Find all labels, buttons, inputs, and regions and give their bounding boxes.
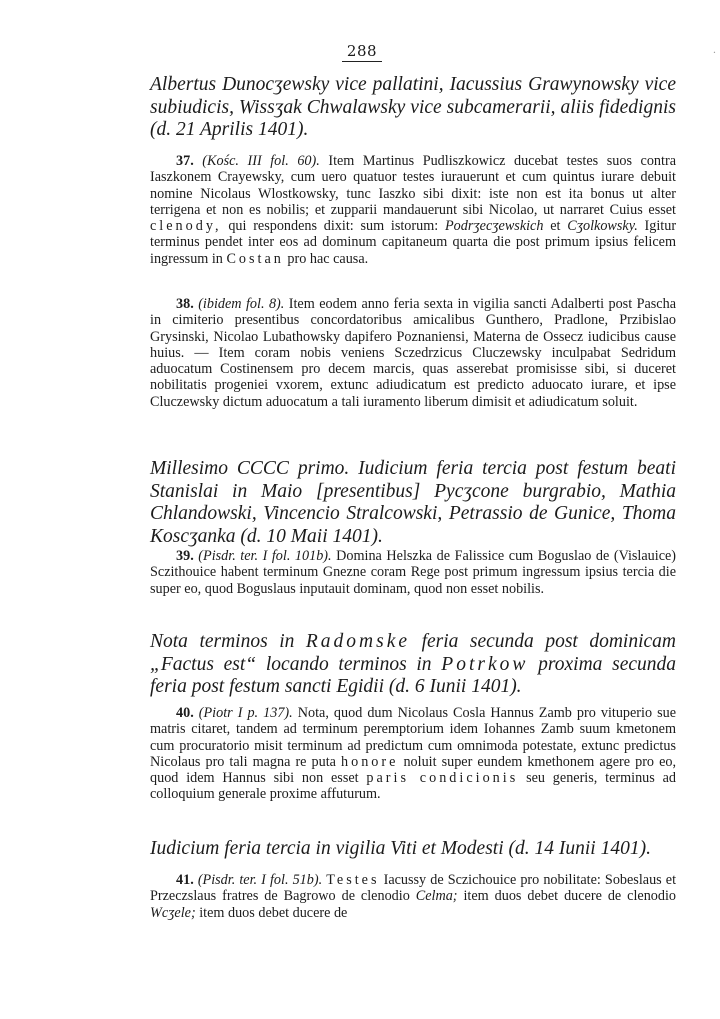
entry-source: (Pisdr. ter. I fol. 51b). — [197, 872, 323, 888]
entry-paragraph — [150, 296, 676, 410]
entry-text: et — [550, 218, 561, 235]
entry-number: 37. — [176, 153, 194, 169]
entry-paragraph — [150, 548, 676, 597]
entry-text: Item eodem anno feria sexta in vigilia sancti Adalberti post Pascha in cimiterio presentibus concordatoribus amicalibus Gunthero, Pradlone, Przibislao Grysinski, Nicolao Lubathowsky dapifero Poznaniensi, Materna de Ossecz iudicibus cause huius. — Item coram nobis veniens Sczedrzicus Cluczewsky inculpabat Sedridum aduocatum Costinensem pro decem marcis, quas asserebat promisisse sibi, si duceret nobilitatis progeniei vxorem, extunc adiudicatum est predicto aduocato iurare, et ipse Cluczewsky dictum aduocatum a tali iuramento liberum dimisit et adiudicatum soluit. — [150, 296, 676, 410]
entry-italic-text: Wcʒele; — [150, 904, 196, 921]
heading-part: feria secunda post dominicam „Factus est“ locando terminos in — [150, 631, 676, 675]
heading-text: Millesimo CCCC primo. Iudicium feria tercia post festum beati Stanislai in Maio [presentibus] Pycʒcone burgrabio, Mathia Chlandowski, Vincencio Stralcowski, Petrassio de Gunice, Thoma Koscʒanka (d. 10 Maii 1401). — [150, 458, 676, 547]
heading-text: Albertus Dunocʒewsky vice pallatini, Iacussius Grawynowsky vice subiudicis, Wissʒak Chwalawsky vice subcamerarii, aliis fidedignis (d. 21 Aprilis 1401). — [150, 74, 676, 140]
page-number-rule — [342, 61, 382, 62]
entry-spaced-text: Testes — [326, 872, 380, 888]
entry-italic-text: Podrʒecʒewskich — [444, 218, 544, 235]
scan-mark: · — [712, 48, 716, 59]
entry-italic-text: Celma; — [415, 888, 458, 905]
page-number: 288 — [346, 42, 378, 60]
entry-text: Igitur terminus pendet inter eos ad dominum capitaneum quarta die post primum ipsius felicem ingressum in — [150, 218, 677, 267]
entry-text: Iacussy de Sczichouice pro nobilitate: Sobeslaus et Przeczslaus fratres de Bagrowo de clenodio — [150, 872, 677, 905]
entry-text: Nota, quod dum Nicolaus Cosla Hannus Zamb pro vituperio sue matris citaret, tandem ad terminum peremptorium idem Iohannes Zamb suum kmetonem cum procuratorio misit terminum ad predictum cum omnimoda potestate, extunc predictus Nicolaus pro tali magna re puta — [150, 705, 677, 770]
entry-text: pro hac causa. — [287, 250, 369, 267]
entry-spaced-text: paris condicionis — [366, 770, 519, 787]
section-heading-4 — [150, 838, 676, 861]
entry-text: item duos debet ducere de clenodio — [463, 888, 677, 905]
entry-paragraph — [150, 153, 676, 267]
section-heading-1 — [150, 74, 676, 142]
entry-text: noluit super eundem kmethonem agere pro eo, quod idem Hannus sibi non esset — [150, 753, 677, 787]
entry-paragraph — [150, 705, 676, 803]
entry-37 — [150, 153, 676, 267]
section-heading-2 — [150, 458, 676, 548]
entry-source: (Pisdr. ter. I fol. 101b). — [198, 548, 332, 564]
entry-39 — [150, 548, 676, 597]
entry-text: qui respondens dixit: sum istorum: — [228, 218, 439, 235]
entry-40 — [150, 705, 676, 803]
entry-spaced-text: honore — [341, 753, 399, 770]
entry-spaced-text: clenody, — [150, 218, 222, 235]
heading-text: Iudicium feria tercia in vigilia Viti et Modesti (d. 14 Iunii 1401). — [150, 838, 651, 859]
heading-spaced-place: Radomske — [305, 631, 411, 652]
entry-source: (Piotr I p. 137). — [198, 705, 293, 721]
entry-number: 38. — [176, 296, 194, 312]
entry-number: 40. — [176, 705, 194, 721]
entry-italic-text: Cʒolkowsky. — [567, 218, 638, 235]
section-heading-3 — [150, 631, 676, 699]
entry-text: seu generis, terminus ad colloquium generale proxime affuturum. — [150, 770, 677, 803]
entry-number: 41. — [176, 872, 194, 888]
heading-part: proxima secunda feria post festum sancti Egidii (d. 6 Iunii 1401). — [150, 653, 677, 697]
entry-text: item duos debet ducere de — [199, 904, 348, 921]
entry-41 — [150, 872, 676, 921]
entry-38 — [150, 296, 676, 410]
entry-text: Item Martinus Pudliszkowicz ducebat testes suos contra Iaszkonem Crayewsky, cum uero quatuor testes iurauerunt et cum quintus iurare debuit nomine Nicolaus Wlostkowsky, tunc Iaszko sibi dixit: iste non est ita bonus ut alter terrigena et non es nobilis; et zupparii mandauerunt sibi Nicolao, ut narraret Cuius esset — [150, 153, 676, 218]
entry-spaced-text: Costan — [226, 250, 284, 267]
entry-source: (Kośc. III fol. 60). — [202, 153, 320, 169]
heading-part: Nota terminos in — [150, 631, 295, 652]
entry-source: (ibidem fol. 8). — [198, 296, 285, 312]
entry-paragraph — [150, 872, 676, 921]
heading-spaced-place: Potrkow — [441, 653, 529, 675]
entry-number: 39. — [176, 548, 194, 564]
entry-text: Domina Helszka de Falissice cum Boguslao de (Vislauice) Sczithouice habent terminum Gnezne coram Rege post primum ingressum ipsius tercia die super eo, quod Boguslaus inputauit dominam, quod non esset nobilis. — [150, 548, 677, 597]
heading-text — [150, 631, 676, 699]
